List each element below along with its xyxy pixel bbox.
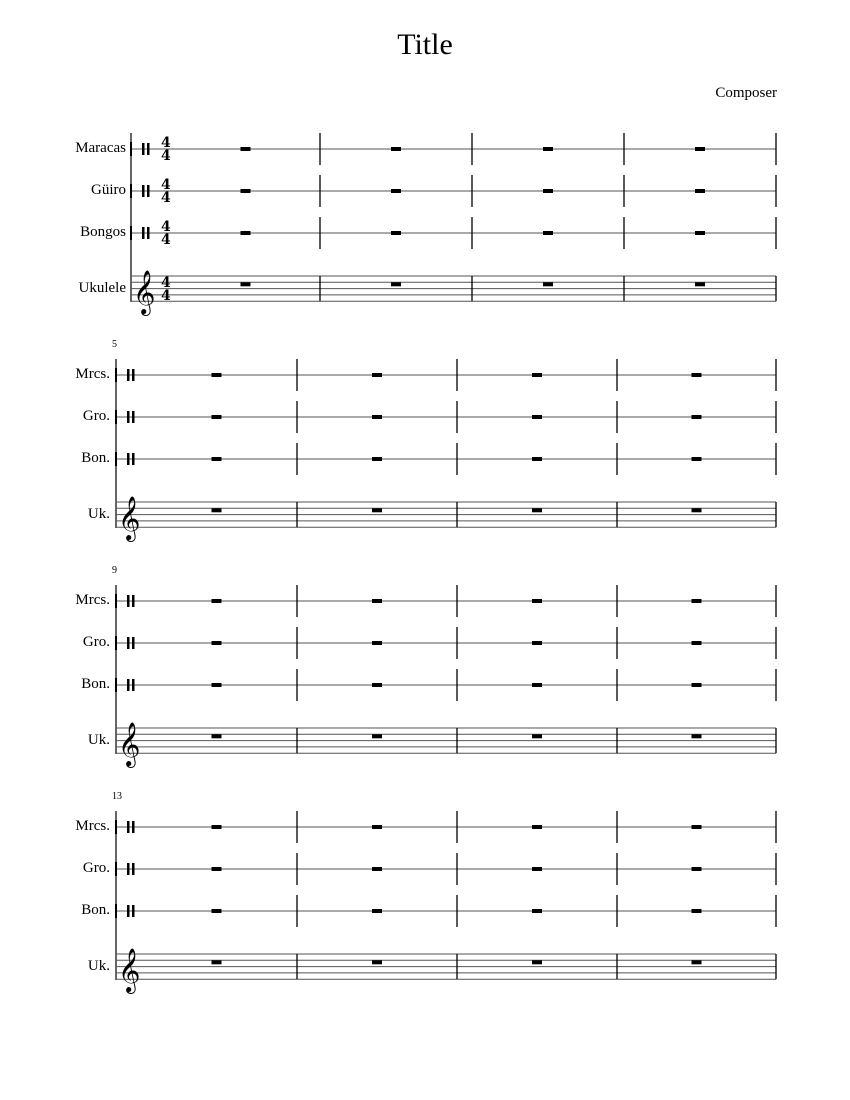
label-uk: Uk. [87, 732, 110, 748]
label-mrcs: Mrcs. [75, 366, 110, 382]
measure-number-13: 13 [112, 791, 122, 802]
label-bongos: Bongos [80, 224, 126, 240]
svg-text:4: 4 [161, 135, 171, 151]
label-maracas: Maracas [75, 140, 126, 156]
svg-text:4: 4 [161, 232, 171, 248]
svg-text:𝄞: 𝄞 [118, 722, 141, 767]
svg-text:𝄞: 𝄞 [118, 496, 141, 541]
svg-text:4: 4 [161, 177, 171, 193]
label-mrcs: Mrcs. [75, 818, 110, 834]
label-uk: Uk. [87, 506, 110, 522]
svg-text:𝄞: 𝄞 [133, 270, 156, 315]
svg-text:4: 4 [161, 190, 171, 206]
label-mrcs: Mrcs. [75, 592, 110, 608]
label-ukulele: Ukulele [78, 280, 126, 296]
composer: Composer [715, 85, 777, 101]
label-uk: Uk. [87, 958, 110, 974]
label-bon: Bon. [81, 676, 110, 692]
label-gro: Gro. [82, 860, 110, 876]
svg-text:4: 4 [161, 148, 171, 164]
svg-text:4: 4 [161, 219, 171, 235]
svg-text:4: 4 [161, 275, 171, 291]
measure-number-5: 5 [112, 339, 117, 350]
label-gro: Gro. [82, 408, 110, 424]
label-guiro: Güiro [91, 182, 126, 198]
label-gro: Gro. [82, 634, 110, 650]
label-bon: Bon. [81, 902, 110, 918]
svg-text:4: 4 [161, 288, 171, 304]
svg-text:𝄞: 𝄞 [118, 948, 141, 993]
measure-number-9: 9 [112, 565, 117, 576]
label-bon: Bon. [81, 450, 110, 466]
score-title: Title [397, 28, 453, 61]
